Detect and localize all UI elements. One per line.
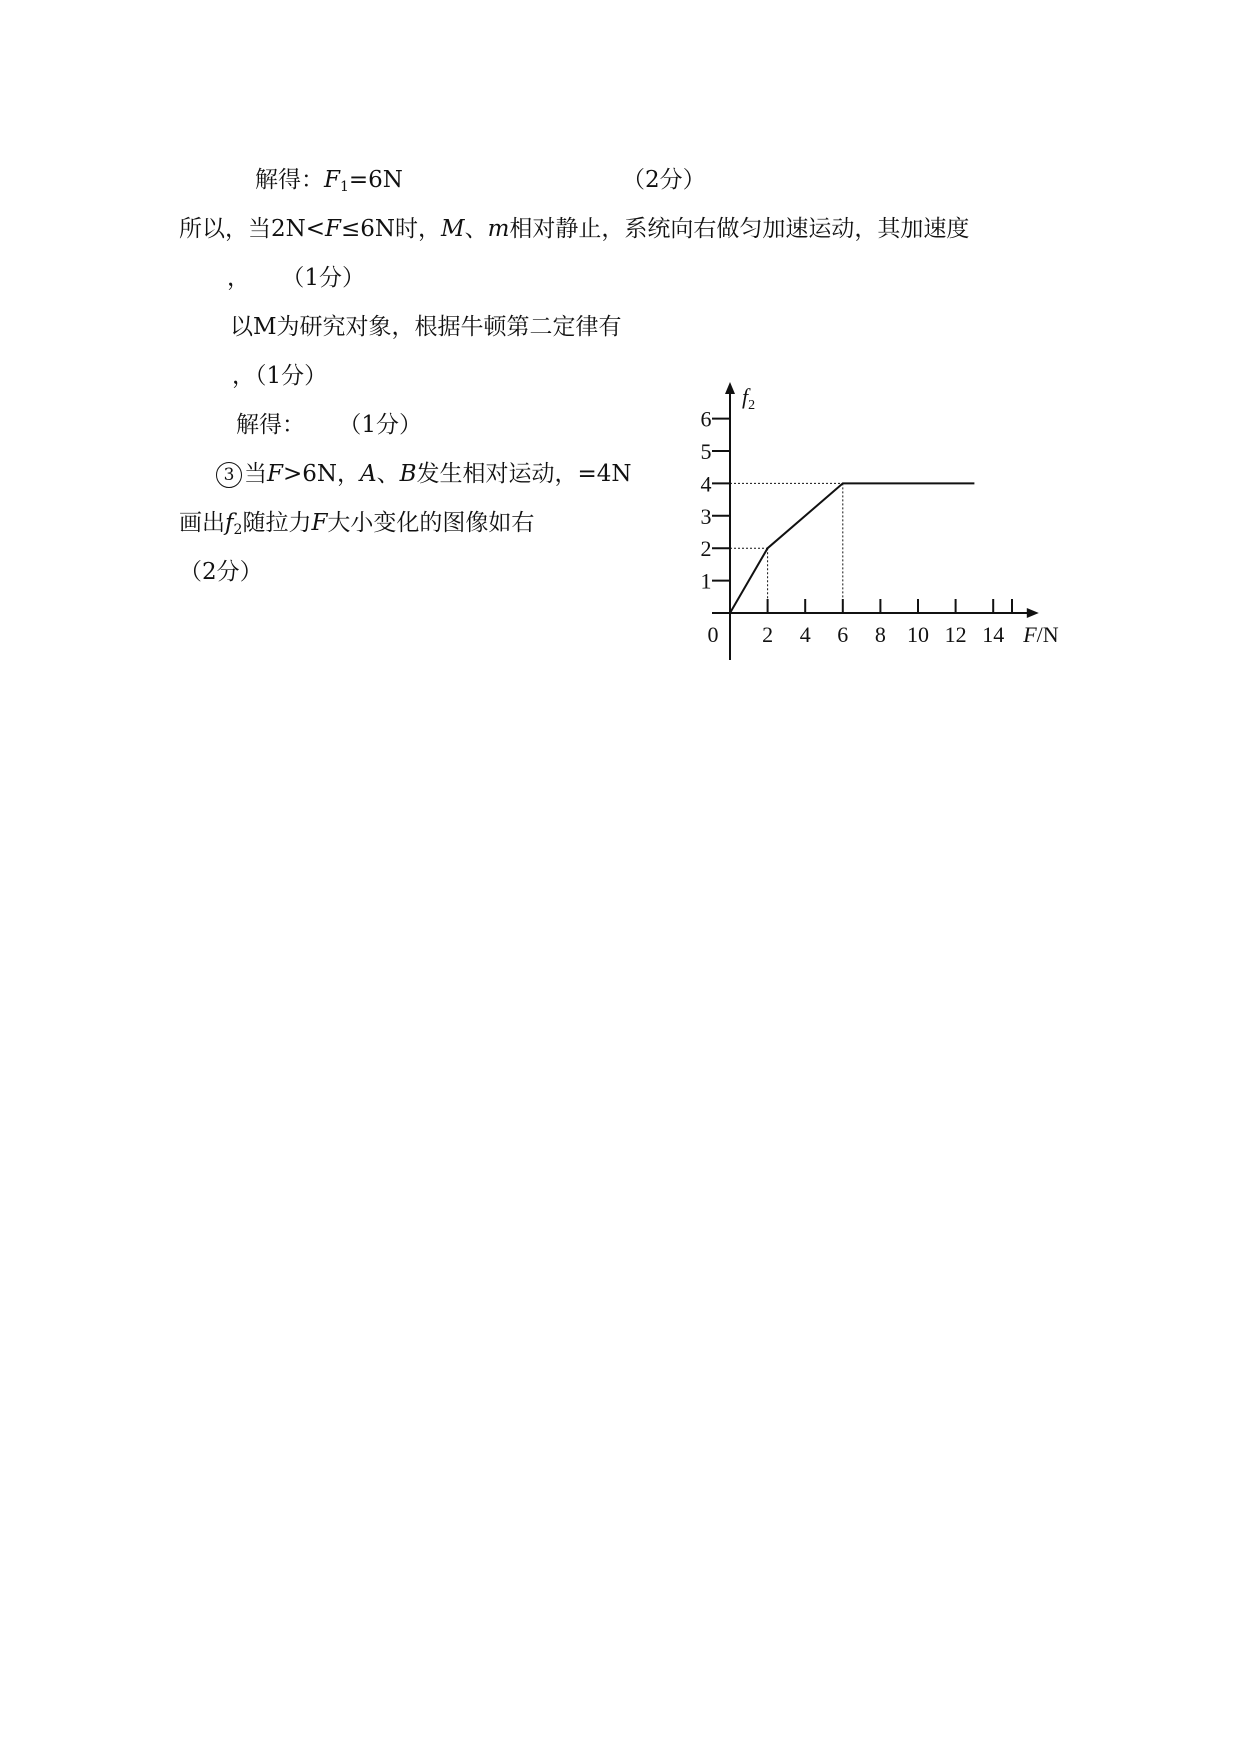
var-A: A	[360, 461, 377, 487]
var-F: F	[311, 510, 328, 536]
text: 解得：	[255, 167, 324, 193]
score: （2分）	[622, 167, 706, 193]
f2-vs-F-graph	[680, 380, 1080, 680]
series-line-0	[730, 483, 974, 613]
circled-number: 3	[216, 462, 242, 488]
line-4	[230, 313, 622, 341]
line-5	[232, 362, 327, 390]
line-7	[216, 460, 632, 488]
score: （1分）	[281, 265, 365, 291]
var-m: m	[487, 216, 510, 242]
text: >6N，	[282, 461, 360, 487]
text: =4N	[577, 461, 632, 487]
var-B: B	[399, 461, 417, 487]
x-tick-label: 2	[762, 622, 774, 647]
line-3	[227, 264, 365, 292]
y-axis-label: $f_2$	[742, 384, 756, 413]
y-tick-label: 5	[700, 439, 712, 464]
subscript: 1	[339, 179, 349, 195]
origin-label: 0	[707, 622, 719, 647]
subscript: 2	[233, 522, 243, 538]
text: 画出	[179, 510, 225, 536]
y-tick-label: 4	[700, 471, 712, 497]
text: ，（1分）	[232, 363, 328, 389]
score: （1分）	[338, 412, 422, 438]
text: ，	[227, 265, 250, 291]
text: 解得：	[236, 412, 305, 438]
var-F: F	[324, 167, 340, 193]
line-6	[236, 411, 422, 439]
x-tick-label: 10	[907, 622, 929, 647]
text: 、	[376, 461, 400, 487]
var-F: F	[267, 461, 283, 487]
text: 以M为研究对象，根据牛顿第二定律有	[230, 314, 622, 340]
y-tick-label: 6	[700, 406, 712, 432]
score: （2分）	[179, 559, 263, 585]
x-tick-label: 6	[837, 622, 849, 647]
line-9	[179, 558, 263, 586]
var-F: F	[325, 216, 341, 242]
text: 所以，当2N<	[179, 216, 326, 242]
y-axis-arrow	[725, 382, 735, 394]
line-1	[255, 166, 706, 201]
y-tick-label: 2	[700, 536, 712, 562]
text: 相对静止，系统向右做匀加速运动，其加速度	[509, 216, 970, 242]
var-f: f	[225, 510, 234, 536]
x-tick-label: 14	[982, 622, 1005, 647]
x-axis-label: F/N	[1023, 622, 1059, 647]
text: 大小变化的图像如右	[327, 510, 535, 536]
text: ≤6N时，	[341, 216, 442, 242]
y-tick-label: 3	[700, 503, 712, 529]
line-8	[179, 509, 534, 544]
text: 随拉力	[242, 510, 312, 536]
x-tick-label: 8	[874, 622, 886, 647]
text: =6N	[348, 167, 403, 193]
text: 当	[244, 461, 267, 487]
text: 、	[464, 216, 488, 242]
text: 发生相对运动，	[416, 461, 578, 487]
line-2	[179, 215, 969, 243]
y-tick-label: 1	[700, 568, 712, 594]
x-tick-label: 12	[944, 622, 967, 647]
var-M: M	[441, 216, 465, 242]
x-axis-arrow	[1027, 608, 1039, 618]
x-tick-label: 4	[799, 622, 811, 647]
